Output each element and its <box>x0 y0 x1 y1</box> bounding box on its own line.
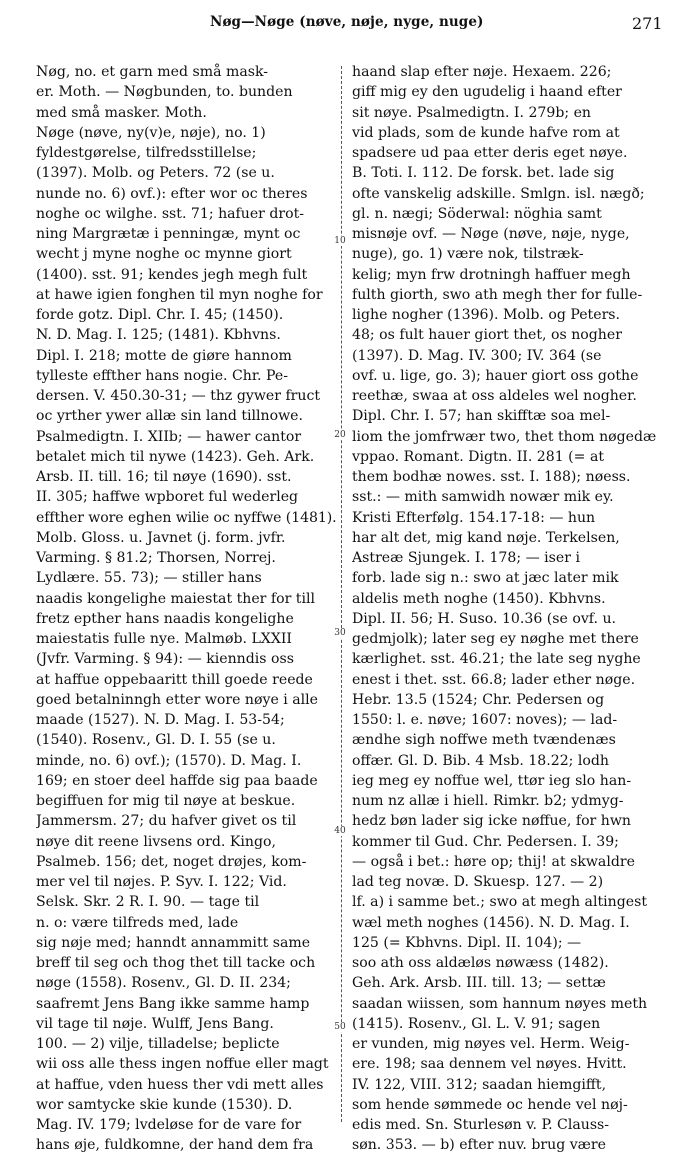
left-column-text-line: begiffuen for mig til nøye at beskue. <box>36 793 296 809</box>
left-column-text-line: noghe oc wilghe. sst. 71; hafuer drot- <box>36 205 305 222</box>
left-column-text-line: tylleste effther hans nogie. Chr. Pe- <box>36 367 288 384</box>
margin-line-number: 10 <box>330 236 350 246</box>
right-column-text-line: sst.: — mith samwidh nowær mik ey. <box>352 489 614 506</box>
right-column-text-line: haand slap efter nøje. Hexaem. 226; <box>352 64 612 80</box>
left-column-text-line: goed betalninngh etter wore nøye i alle <box>36 691 319 708</box>
left-column-text-line: sig nøje med; hanndt annammitt same <box>36 934 311 951</box>
margin-line-number: 30 <box>330 628 350 638</box>
running-head-title: Nøg—Nøge (nøve, nøje, nyge, nuge) <box>210 14 484 30</box>
left-column-text-line: hans øje, fuldkomne, der hand dem fra <box>36 1137 314 1154</box>
right-column-text-line: gl. n. nægi; Söderwal: nöghia samt <box>352 205 602 222</box>
right-column-text-line: har alt det, mig kand nøje. Terkelsen, <box>352 529 620 546</box>
left-column-text-line: n. o: være tilfreds med, lade <box>36 914 239 931</box>
page-number: 271 <box>632 14 663 33</box>
right-column-text-line: 1550: l. e. nøve; 1607: noves); — lad- <box>352 712 618 728</box>
left-column-text-line: saafremt Jens Bang ikke samme hamp <box>36 995 310 1012</box>
left-column-text-line: II. 305; haffwe wpboret ful wederleg <box>36 489 299 506</box>
left-column-text-line: Nøg, no. et garn med små mask- <box>36 64 269 80</box>
left-column-text-line: at hawe igien fonghen til myn noghe for <box>36 286 323 303</box>
right-column-text-line: forb. lade sig n.: swo at jæc later mik <box>352 570 619 587</box>
left-column-text-line: naadis kongelighe maiestat ther for till <box>36 590 315 607</box>
left-column-text-line: nøge (1558). Rosenv., Gl. D. II. 234; <box>36 975 291 992</box>
left-column-text-line: Psalmeb. 156; det, noget drøjes, kom- <box>36 853 307 870</box>
left-column-text-line: N. D. Mag. I. 125; (1481). Kbhvns. <box>36 327 281 344</box>
right-column-text-line: spadsere ud paa etter deris eget nøye. <box>352 145 628 161</box>
right-column-text-line: B. Toti. I. 112. De forsk. bet. lade sig <box>352 165 615 182</box>
left-column-text-line: (1540). Rosenv., Gl. D. I. 55 (se u. <box>36 732 276 749</box>
right-column-text-line: 48; os fult hauer giort thet, os nogher <box>352 327 622 344</box>
left-column-text-line: Lydlære. 55. 73); — stiller hans <box>36 570 262 587</box>
right-column-text-line: Dipl. II. 56; H. Suso. 10.36 (se ovf. u. <box>352 610 617 627</box>
right-column-text-line: Hebr. 13.5 (1524; Chr. Pedersen og <box>352 691 605 708</box>
left-column-text-line: nøye dit reene livsens ord. Kingo, <box>36 833 276 850</box>
left-column-text-line: oc yrther ywer allæ sin land tillnowe. <box>36 408 304 425</box>
left-column-text-line: Psalmedigtn. I. XIIb; — hawer cantor <box>36 428 302 445</box>
left-column-text-line: mer vel til nøjes. P. Syv. I. 122; Vid. <box>36 874 287 890</box>
left-column-text-line: er. Moth. — Nøgbunden, to. bunden <box>36 84 293 101</box>
right-column-text-line: — også i bet.: høre op; thij! at skwaldre <box>352 853 635 870</box>
left-column-text-line: Varming. § 81.2; Thorsen, Norrej. <box>36 550 276 566</box>
right-column-text-line: lad teg novæ. D. Skuesp. 127. — 2) <box>352 874 604 890</box>
right-column-text-line: vid plads, som de kunde hafve rom at <box>352 124 620 141</box>
left-column-text-line: wii oss alle thess ingen noffue eller magt <box>36 1056 329 1073</box>
right-column-text-line: hedz bøn lader sig icke nøffue, for hwn <box>352 813 631 830</box>
left-column-text-line: (Jvfr. Varming. § 94): — kienndis oss <box>36 651 294 668</box>
left-column-text-line: Arsb. II. till. 16; til nøye (1690). sst. <box>36 469 292 485</box>
right-column-text-line: ofte vanskelig adskille. Smlgn. isl. nægð; <box>352 185 645 202</box>
left-column-text-line: fyldestgørelse, tilfredsstillelse; <box>36 145 257 161</box>
right-column-text-line: giff mig ey den ugudelig i haand efter <box>352 84 622 101</box>
left-column-text-line: at haffue oppebaaritt thill goede reede <box>36 671 313 688</box>
right-column-text-line: kommer til Gud. Chr. Pedersen. I. 39; <box>352 833 619 850</box>
right-column-text-line: edis med. Sn. Sturlesøn v. P. Clauss- <box>352 1117 610 1133</box>
left-column-text-line: (1400). sst. 91; kendes jegh megh fult <box>36 266 308 283</box>
right-column-text-line: (1415). Rosenv., Gl. L. V. 91; sagen <box>352 1015 601 1032</box>
left-column-text-line: nunde no. 6) ovf.): efter wor oc theres <box>36 185 308 202</box>
right-column-text-line: fulth giorth, swo ath megh ther for fulle- <box>352 286 643 303</box>
right-column-text-line: Geh. Ark. Arsb. III. till. 13; — settæ <box>352 975 606 992</box>
left-column-text-line: Mag. IV. 179; lvdeløse for de vare for <box>36 1117 302 1133</box>
right-column-text-line: vppao. Romant. Digtn. II. 281 (= at <box>352 448 605 465</box>
left-column-text-line: forde gotz. Dipl. Chr. I. 45; (1450). <box>36 307 284 323</box>
right-column-text-line: IV. 122, VIII. 312; saadan hiemgifft, <box>352 1076 607 1093</box>
left-column-text-line: wecht j myne noghe oc mynne giort <box>36 246 292 263</box>
left-column-text-line: 169; en stoer deel haffde sig paa baade <box>36 772 318 789</box>
right-column-text-line: ovf. u. lige, go. 3); hauer giort oss gothe <box>352 367 639 384</box>
left-column-text-line: betalet mich til nywe (1423). Geh. Ark. <box>36 448 315 465</box>
right-column-text-line: saadan wiissen, som hannum nøyes meth <box>352 995 648 1012</box>
right-column-text-line: aldelis meth noghe (1450). Kbhvns. <box>352 590 606 607</box>
left-column-text-line: 100. — 2) vilje, tilladelse; beplicte <box>36 1036 280 1052</box>
left-column-text-line: effther wore eghen wilie oc nyffwe (1481). <box>36 509 336 526</box>
right-column-text-line: søn. 353. — b) efter nuv. brug være <box>352 1137 606 1154</box>
right-column-text-line: kelig; myn frw drotningh haffuer megh <box>352 266 631 283</box>
left-column-text-line: minde, no. 6) ovf.); (1570). D. Mag. I. <box>36 752 302 769</box>
right-column-text-line: ere. 198; saa dennem vel nøyes. Hvitt. <box>352 1056 627 1073</box>
right-column-text-line: kærlighet. sst. 46.21; the late seg nyghe <box>352 651 641 668</box>
left-column-text-line: wor samtycke skie kunde (1530). D. <box>36 1096 293 1113</box>
right-column-text-line: nuge), go. 1) være nok, tilstræk- <box>352 246 584 263</box>
left-column <box>36 62 336 1156</box>
left-column-text-line: Nøge (nøve, ny(v)e, nøje), no. 1) <box>36 124 266 141</box>
right-column-text-line: Kristi Efterfølg. 154.17-18: — hun <box>352 509 596 526</box>
right-column <box>352 62 664 1156</box>
right-column-text-line: misnøje ovf. — Nøge (nøve, nøje, nyge, <box>352 226 630 242</box>
right-column-text-line: soo ath oss aldæløs nøwæss (1482). <box>352 955 609 971</box>
right-column-text-line: wæl meth noghes (1456). N. D. Mag. I. <box>352 914 630 931</box>
right-column-text-line: ieg meg ey noffue wel, ttør ieg slo han- <box>352 772 632 789</box>
left-column-text-line: Selsk. Skr. 2 R. I. 90. — tage til <box>36 894 260 911</box>
right-column-text-line: sit nøye. Psalmedigtn. I. 279b; en <box>352 104 592 121</box>
left-column-text-line: Molb. Gloss. u. Javnet (j. form. jvfr. <box>36 529 286 546</box>
left-column-text-line: vil tage til nøje. Wulff, Jens Bang. <box>36 1015 274 1032</box>
right-column-text-line: offær. Gl. D. Bib. 4 Msb. 18.22; lodh <box>352 752 609 769</box>
right-column-text-line: som hende sømmede oc hende vel nøj- <box>352 1096 628 1113</box>
left-column-text-line: med små masker. Moth. <box>36 104 207 121</box>
margin-line-number: 50 <box>330 1022 350 1032</box>
left-column-text-line: at haffue, vden huess ther vdi mett alles <box>36 1076 324 1093</box>
left-column-text-line: ning Margrætæ i penningæ, mynt oc <box>36 226 301 242</box>
right-column-text-line: them bodhæ nowes. sst. I. 188); nøess. <box>352 469 631 485</box>
right-column-text-line: Astreæ Sjungek. I. 178; — iser i <box>352 550 580 566</box>
right-column-text-line: (1397). D. Mag. IV. 300; IV. 364 (se <box>352 347 602 364</box>
left-column-text-line: Dipl. I. 218; motte de giøre hannom <box>36 347 292 364</box>
left-column-text-line: fretz epther hans naadis kongelighe <box>36 610 294 627</box>
left-column-text-line: dersen. V. 450.30-31; — thz gywer fruct <box>36 388 321 404</box>
right-column-text-line: gedmjolk); later seg ey nøghe met there <box>352 631 639 647</box>
left-column-text-line: maiestatis fulle nye. Malmøb. LXXII <box>36 631 292 647</box>
left-column-text-line: Jammersm. 27; du hafver givet os til <box>36 813 297 830</box>
right-column-text-line: reethæ, swaa at oss aldeles wel nogher. <box>352 388 637 404</box>
column-divider <box>341 66 342 1122</box>
right-column-text-line: lighe nogher (1396). Molb. og Peters. <box>352 307 621 323</box>
right-column-text-line: 125 (= Kbhvns. Dipl. II. 104); — <box>352 934 582 951</box>
right-column-text-line: liom the jomfrwær two, thet thom nøgedæ <box>352 428 657 445</box>
left-column-text-line: breff til seg och thog thet till tacke och <box>36 955 316 971</box>
left-column-text-line: (1397). Molb. og Peters. 72 (se u. <box>36 165 275 182</box>
right-column-text-line: lf. a) i samme bet.; swo at megh altingest <box>352 894 647 911</box>
page-header <box>0 12 688 38</box>
right-column-text-line: enest i thet. sst. 66.8; lader ether nøge. <box>352 671 636 688</box>
right-column-text-line: er vunden, mig nøyes vel. Herm. Weig- <box>352 1036 630 1052</box>
margin-line-number: 40 <box>330 826 350 836</box>
left-column-text-line: maade (1527). N. D. Mag. I. 53-54; <box>36 712 285 728</box>
right-column-text-line: ændhe sigh noffwe meth tvændenæs <box>352 732 616 749</box>
right-column-text-line: num nz allæ i hiell. Rimkr. b2; ydmyg- <box>352 793 624 809</box>
right-column-text-line: Dipl. Chr. I. 57; han skifftæ soa mel- <box>352 408 611 425</box>
margin-line-number: 20 <box>330 430 350 440</box>
